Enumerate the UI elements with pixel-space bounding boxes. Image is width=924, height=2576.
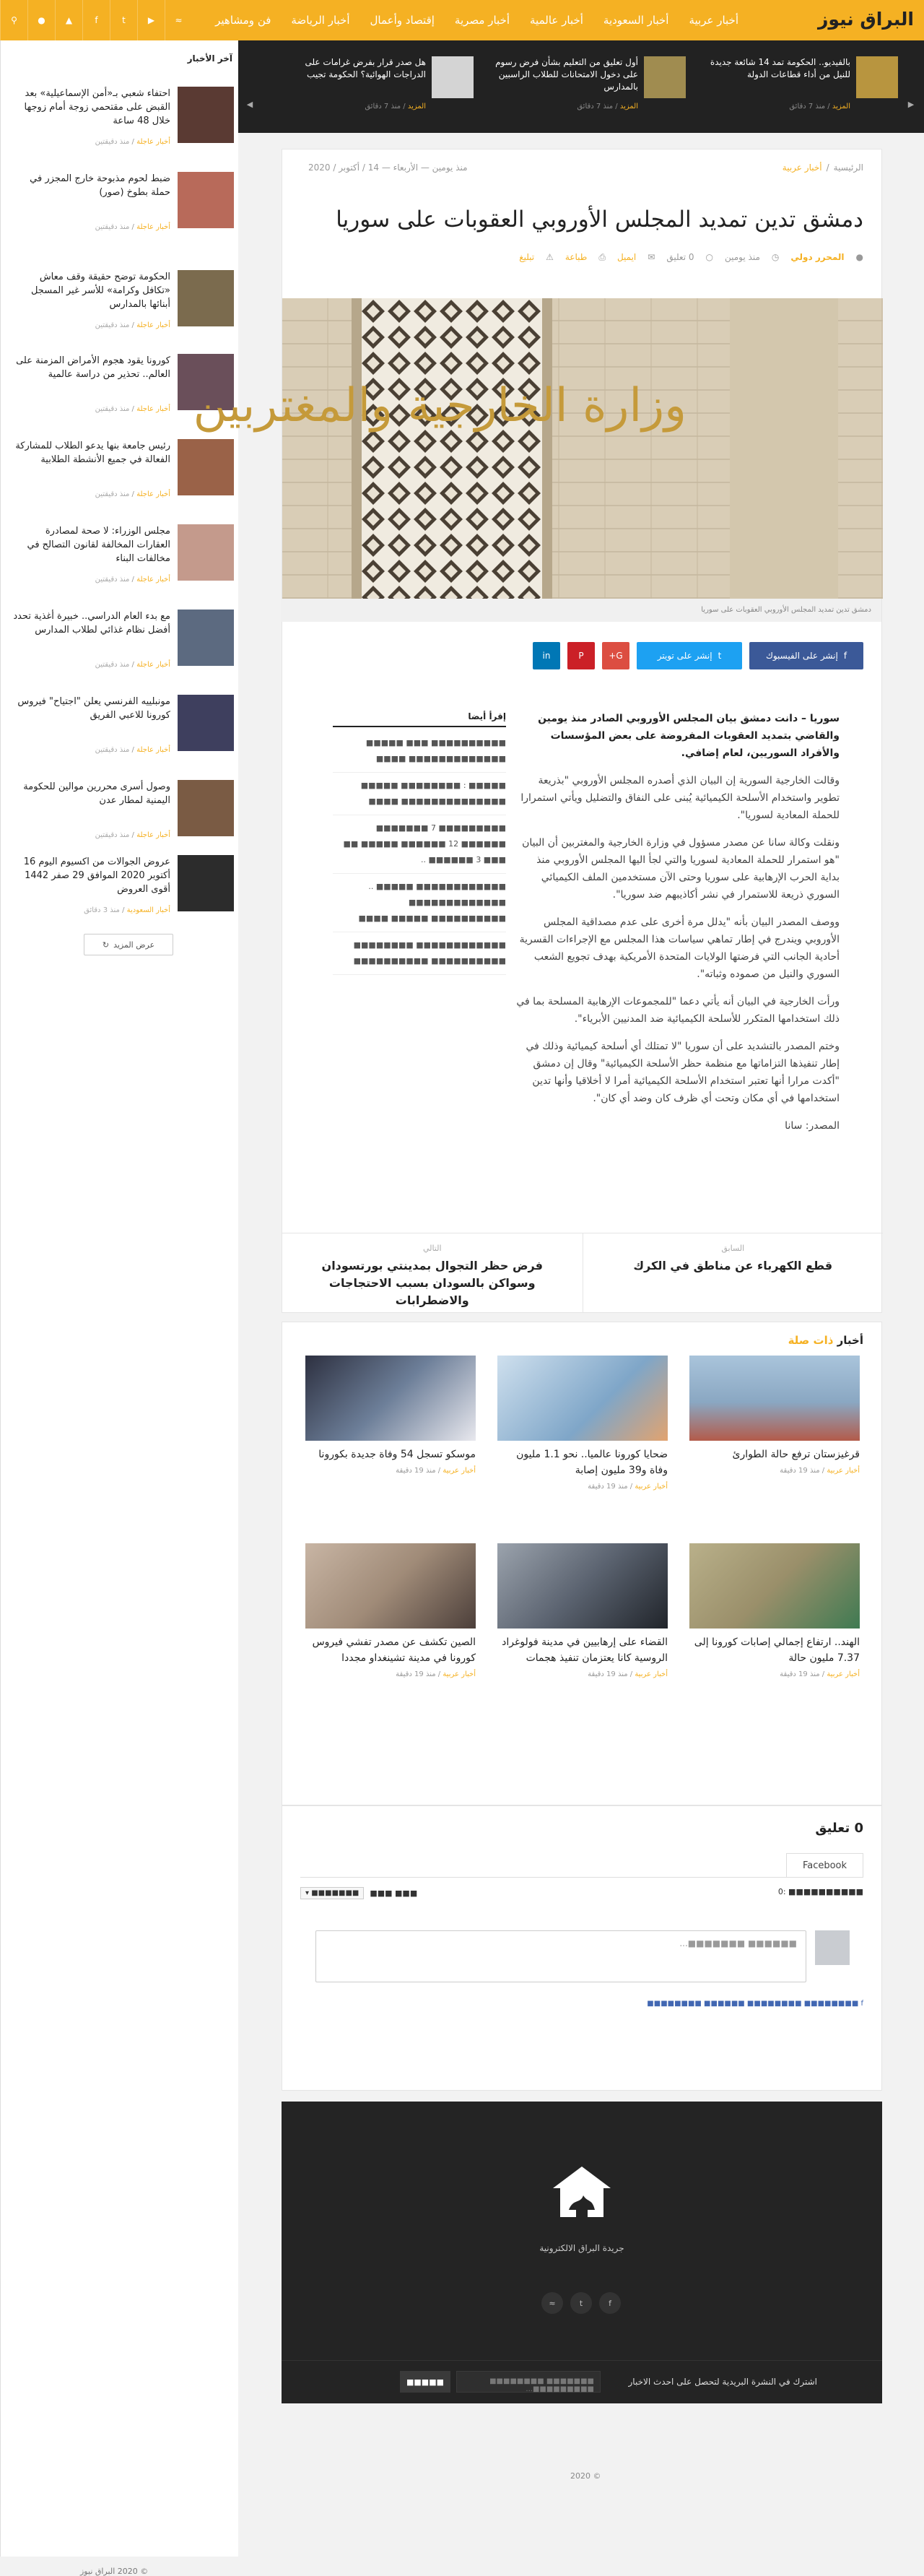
next-title[interactable]: فرض حظر التجوال بمدينتي بورتسودان وسواكن بالسودان بسبب الاحتجاجات والاضطرابات [321, 1259, 543, 1307]
article-card [193, 149, 882, 1313]
news-category[interactable]: أخبار عاجلة [136, 746, 170, 754]
news-category[interactable]: أخبار عاجلة [136, 831, 170, 839]
nav-item-sports[interactable]: أخبار الرياضة [291, 14, 350, 27]
related-card-meta: أخبار عربية / منذ 19 دقيقة [396, 1670, 476, 1678]
news-thumbnail[interactable] [178, 780, 234, 836]
also-read-item[interactable]: ■■■■■■■■■■ ■■■ ■■■■■ ■■■■■■■■■■■■■ ■■■■ [333, 730, 506, 773]
news-thumbnail[interactable] [644, 56, 686, 98]
sort-control [300, 1887, 417, 1899]
news-thumbnail[interactable] [178, 172, 234, 228]
news-thumbnail[interactable] [178, 610, 234, 666]
share-facebook-label: إنشر على الفيسبوك [765, 651, 838, 661]
news-time: منذ دقيقتين [95, 831, 130, 839]
related-card-time: منذ 19 دقيقة [588, 1483, 628, 1491]
news-time: منذ 7 دقائق [365, 103, 401, 110]
article-body [516, 710, 840, 1145]
news-title[interactable]: بالفيديو.. الحكومة تمد 14 شائعة جديدة للنيل من أداء قطاعات الدولة [710, 57, 850, 79]
nav-item-saudi-news[interactable]: أخبار السعودية [603, 14, 669, 27]
twitter-icon[interactable]: t [570, 2292, 592, 2314]
also-read-item[interactable]: ■■■■■■■■■■■■ ■■■■■ .. ■■■■■■■■■■■■■ ■■■■■■■■■■ ■■■■■ ■■■■ [333, 874, 506, 932]
article-paragraph: ووصف المصدر البيان بأنه "يدلل مرة أخرى على عدم مصداقية المجلس الأوروبي ويندرج في إطار تماهي سياسات هذا المجلس مع الإجراءات القسرية أحادية الجانب التي فرضتها الولايات المتحدة الأمريكية بهدف تجويع الشعب السوري والنيل من صموده وثباته". [519, 916, 840, 980]
news-category[interactable]: أخبار عاجلة [136, 321, 170, 329]
news-category[interactable]: المزيد [407, 103, 426, 110]
strip-item[interactable] [277, 56, 474, 114]
breaking-news-strip [238, 40, 924, 133]
sort-value: ■■■■■■■ [311, 1889, 359, 1897]
footer-site-name: جريدة البراق الالكترونية [539, 2243, 624, 2253]
news-category[interactable]: أخبار عاجلة [136, 661, 170, 669]
load-more-button[interactable] [84, 934, 173, 955]
ministry-building-image [193, 298, 883, 599]
related-card-title[interactable]: ضحايا كورونا عالميا.. نحو 1.1 مليون وفاة و39 مليون إصابة [516, 1449, 668, 1476]
news-thumbnail[interactable] [178, 439, 234, 495]
news-meta: أخبار عاجلة / منذ دقيقتين [95, 405, 170, 413]
related-card-title[interactable]: القضاء على إرهابيين في مدينة فولوغراد الروسية كانا يعتزمان تنفيذ هجمات [502, 1636, 668, 1664]
related-card-meta: أخبار عربية / منذ 19 دقيقة [780, 1467, 860, 1475]
sidebar-title: آخر الأخبار [187, 53, 232, 64]
related-card-category[interactable]: أخبار عربية [443, 1670, 476, 1678]
news-category[interactable]: أخبار عاجلة [136, 576, 170, 584]
related-card-meta: أخبار عربية / منذ 19 دقيقة [780, 1670, 860, 1678]
prev-next-nav [282, 1233, 883, 1312]
newsletter-subscribe-button[interactable]: ■■■■■ [400, 2371, 450, 2393]
plugin-label: ■■■■■■■■ ■■■■■■■■ ■■■■■■ ■■■■■■■■ [647, 2000, 859, 2008]
breadcrumb-home[interactable]: الرئيسية [833, 162, 863, 173]
print-link[interactable]: طباعة [565, 252, 588, 262]
also-read-item[interactable]: ■■■■■ : ■■■■■■■■ ■■■■■ ■■■■■■■■■■■■■■ ■■■■ [333, 773, 506, 815]
breadcrumb-separator: / [826, 162, 829, 173]
news-category[interactable]: أخبار السعودية [126, 906, 170, 914]
youtube-icon[interactable]: ▶ [137, 0, 165, 40]
news-meta: أخبار عاجلة / منذ دقيقتين [95, 490, 170, 498]
next-label: التالي [422, 1244, 442, 1253]
news-category[interactable]: المزيد [619, 103, 638, 110]
share-twitter-label: إنشر على تويتر [657, 651, 712, 661]
article-paragraph: ونقلت وكالة سانا عن مصدر مسؤول في وزارة الخارجية والمغتربين أن البيان "هو استمرار للحملة المعادية لسوريا والتي لجأ اليها المجلس الأوروبي منذ بداية الحرب الإرهابية على سوريا وحتى الآن مستخدمين الملف الكيميائي السوري ذريعة للاستمرار في نشر أكاذيبهم ضد سوريا". [522, 837, 840, 901]
news-meta: أخبار السعودية / منذ 3 دقائق [84, 906, 170, 914]
twitter-icon: t [718, 651, 722, 661]
news-meta: أخبار عاجلة / منذ دقيقتين [95, 746, 170, 754]
news-meta: أخبار عاجلة / منذ دقيقتين [95, 223, 170, 231]
news-title[interactable]: أول تعليق من التعليم بشأن فرض رسوم على دخول الامتحانات للطلاب الراسبين بالمدارس [495, 57, 638, 92]
related-card-title[interactable]: الهند.. ارتفاع إجمالي إصابات كورونا إلى 7.37 مليون حالة [694, 1636, 860, 1664]
related-card[interactable] [689, 1543, 860, 1709]
sort-label: ■■■ ■■■ [370, 1888, 418, 1898]
news-time: منذ دقيقتين [95, 576, 130, 584]
share-twitter-button[interactable] [637, 642, 742, 669]
related-card[interactable] [305, 1356, 476, 1522]
related-image[interactable] [689, 1543, 860, 1629]
nav-item-celebrities[interactable]: فن ومشاهير [215, 14, 271, 27]
article-source: المصدر: سانا [785, 1120, 840, 1132]
nav-item-world-news[interactable]: أخبار عالمية [530, 14, 583, 27]
news-title[interactable]: وصول أسرى محررين موالين للحكومة اليمنية لمطار عدن [23, 781, 170, 806]
news-time: منذ دقيقتين [95, 405, 130, 413]
newsletter-text: اشترك في النشرة البريدية لتحصل على احدث الاخبار [628, 2377, 817, 2387]
refresh-icon: ↻ [102, 940, 110, 950]
previous-title[interactable]: قطع الكهرباء عن مناطق في الكرك [633, 1259, 833, 1272]
list-item[interactable] [4, 610, 234, 679]
chevron-down-icon: ▾ [305, 1889, 310, 1897]
facebook-icon: f [860, 2000, 863, 2008]
related-image[interactable] [305, 1356, 476, 1441]
news-title[interactable]: رئيس جامعة بنها يدعو الطلاب للمشاركة الفعالة في جميع الأنشطة الطلابية [15, 441, 170, 465]
article-date: منذ يومين — الأربعاء — 14 / أكتوبر / 2020 [308, 162, 468, 173]
comment-input[interactable]: ■■■■■■ ■■■■■■■... [315, 1930, 806, 1982]
copyright: © 2020 [570, 2471, 601, 2481]
print-icon: ⎙ [598, 252, 606, 262]
news-title[interactable]: مجلس الوزراء: لا صحة لمصادرة العقارات المخالفة لقانون التصالح في مخالفات البناء [27, 526, 170, 564]
share-pinterest-button[interactable] [567, 642, 595, 669]
facebook-plugin-link[interactable] [647, 2000, 863, 2008]
news-category[interactable]: أخبار عاجلة [136, 223, 170, 231]
news-thumbnail[interactable] [178, 270, 234, 326]
list-item[interactable] [4, 87, 234, 156]
warning-icon: ⚠ [546, 252, 554, 262]
image-caption: دمشق تدين تمديد المجلس الأوروبي العقوبات على سوريا [281, 599, 881, 622]
related-card-title[interactable]: قرغيزستان ترفع حالة الطوارئ [732, 1449, 860, 1460]
related-image[interactable] [497, 1543, 668, 1629]
top-navigation-bar [0, 0, 924, 40]
share-googleplus-button[interactable] [602, 642, 629, 669]
related-card-meta: أخبار عربية / منذ 19 دقيقة [588, 1483, 668, 1491]
previous-article-link[interactable] [583, 1233, 884, 1312]
share-buttons [533, 642, 863, 669]
news-category[interactable]: أخبار عاجلة [136, 138, 170, 146]
related-card-category[interactable]: أخبار عربية [827, 1467, 860, 1475]
article-paragraph: وختم المصدر بالتشديد على أن سوريا "لا تمتلك أي أسلحة كيميائية وذلك في إطار تنفيذها التزاماتها مع منظمة حظر الأسلحة الكيميائية" وقال إن دمشق "أكدت مرارا أنها تعتبر استخدام الأسلحة الكيميائية أمرا لا أخلاقيا وأنها تدين استخدامها في أي مكان وتحت أي ظرف كان وضد أي كان". [526, 1041, 840, 1104]
news-time: منذ 7 دقائق [577, 103, 614, 110]
related-card[interactable] [497, 1356, 668, 1522]
related-image[interactable] [497, 1356, 668, 1441]
list-item[interactable] [4, 855, 234, 924]
comments-total: ■■■■■■■■■■ :0 [777, 1887, 863, 1896]
comment-icon: ○ [705, 252, 713, 262]
author-icon: ● [855, 252, 863, 262]
sort-select[interactable] [300, 1887, 364, 1899]
comments-toolbar [300, 1887, 863, 1909]
also-read-item[interactable]: ■■■■■■■■■■■■ ■■■■■■■■ ■■■■■■■■■■ ■■■■■■■■■■ [333, 932, 506, 975]
related-card-category[interactable]: أخبار عربية [827, 1670, 860, 1678]
google-plus-icon: G+ [609, 651, 623, 661]
news-thumbnail[interactable] [178, 87, 234, 143]
news-title[interactable]: عروض الجوالات من اكسيوم اليوم 16 أكتوبر 2020 الموافق 29 صفر 1442 أقوى العروض [23, 857, 170, 895]
news-category[interactable]: أخبار عاجلة [136, 490, 170, 498]
clock-icon: ◷ [771, 252, 780, 262]
related-news [282, 1322, 882, 1805]
news-time: منذ دقيقتين [95, 223, 130, 231]
news-meta: المزيد / منذ 7 دقائق [789, 103, 850, 110]
news-time: منذ 3 دقائق [84, 906, 120, 914]
facebook-icon[interactable]: f [599, 2292, 621, 2314]
related-title [788, 1334, 863, 1347]
site-footer [282, 2102, 882, 2403]
news-thumbnail[interactable] [432, 56, 474, 98]
strip-item[interactable] [702, 56, 898, 114]
related-image[interactable] [689, 1356, 860, 1441]
newsletter-email-input[interactable]: ■■■■■■■ ■■■■■■■■ ■■■■■■■■■... [456, 2371, 601, 2393]
search-icon[interactable]: ⚲ [0, 0, 27, 40]
facebook-icon: f [843, 651, 847, 661]
related-card-title[interactable]: موسكو تسجل 54 وفاة جديدة بكورونا [318, 1449, 476, 1460]
news-title[interactable]: مونبلييه الفرنسي يعلن "اجتياح" فيروس كورونا للاعبي الفريق [17, 696, 170, 721]
related-card-time: منذ 19 دقيقة [396, 1670, 436, 1678]
strip-prev-icon[interactable]: ◀ [246, 100, 253, 109]
news-thumbnail[interactable] [856, 56, 898, 98]
news-category[interactable]: أخبار عاجلة [136, 405, 170, 413]
avatar [815, 1930, 850, 1965]
article-meta [519, 252, 863, 263]
news-title[interactable]: احتفاء شعبي بـ«أمن الإسماعيلية» بعد القبض على مقتحمي زوجة أمام زوجها خلال 48 ساعة [24, 88, 170, 126]
news-time: منذ 7 دقائق [789, 103, 826, 110]
related-card-category[interactable]: أخبار عربية [635, 1483, 668, 1491]
news-title[interactable]: مع بدء العام الدراسي.. خبيرة أغذية تحدد أفضل نظام غذائي لطلاب المدارس [13, 611, 170, 636]
nav-item-egypt-news[interactable]: أخبار مصرية [454, 14, 510, 27]
news-time: منذ دقيقتين [95, 490, 130, 498]
user-icon[interactable]: ● [27, 0, 55, 40]
related-image[interactable] [305, 1543, 476, 1629]
breadcrumb [783, 162, 863, 173]
breadcrumb-category[interactable]: أخبار عربية [782, 162, 822, 173]
related-card[interactable] [497, 1543, 668, 1709]
related-card-category[interactable]: أخبار عربية [635, 1670, 668, 1678]
related-card-category[interactable]: أخبار عربية [443, 1467, 476, 1475]
previous-label: السابق [721, 1244, 745, 1253]
linkedin-icon: in [542, 651, 551, 661]
footer-social [541, 2292, 621, 2314]
post-time: منذ يومين [725, 252, 760, 262]
svg-text:وزارة الخارجية والمغتربين: وزارة الخارجية والمغتربين [193, 379, 687, 433]
news-time: منذ دقيقتين [95, 746, 130, 754]
report-link[interactable]: تبليغ [519, 252, 535, 262]
next-article-link[interactable] [282, 1233, 583, 1312]
rss-icon[interactable]: ≈ [165, 0, 192, 40]
list-item[interactable] [4, 172, 234, 241]
news-meta: أخبار عاجلة / منذ دقيقتين [95, 661, 170, 669]
bell-icon[interactable]: ▲ [55, 0, 82, 40]
news-title[interactable]: ضبط لحوم مذبوحة خارج المجزر في حملة بطوخ (صور) [30, 173, 170, 198]
related-card[interactable] [689, 1356, 860, 1522]
news-thumbnail[interactable] [178, 524, 234, 581]
email-icon: ✉ [648, 252, 655, 262]
related-card[interactable] [305, 1543, 476, 1709]
article-paragraph: ورأت الخارجية في البيان أنه يأتي دعما "للمجموعات الإرهابية المسلحة بما في ذلك استخدامها المتكرر للأسلحة الكيميائية ضد المدنيين الأبرياء". [516, 996, 840, 1025]
top-icons [0, 0, 192, 40]
related-title-prefix: أخبار [837, 1334, 863, 1347]
related-card-time: منذ 19 دقيقة [588, 1670, 628, 1678]
related-card-time: منذ 19 دقيقة [780, 1670, 820, 1678]
news-category[interactable]: المزيد [832, 103, 850, 110]
list-item[interactable] [4, 695, 234, 764]
news-time: منذ دقيقتين [95, 321, 130, 329]
news-title[interactable]: الحكومة توضح حقيقة وقف معاش «تكافل وكرامة» للأسر غير المسجل أبنائها بالمدارس [30, 272, 170, 310]
news-title[interactable]: كورونا يقود هجوم الأمراض المزمنة على العالم.. تحذير من دراسة عالمية [16, 355, 170, 380]
related-card-time: منذ 19 دقيقة [396, 1467, 436, 1475]
more-label: عرض المزيد [113, 940, 155, 950]
list-item[interactable] [4, 524, 234, 594]
comments-section [282, 1805, 882, 2091]
related-card-meta: أخبار عربية / منذ 19 دقيقة [396, 1467, 476, 1475]
email-link[interactable]: ايميل [616, 252, 637, 262]
news-meta: أخبار عاجلة / منذ دقيقتين [95, 576, 170, 584]
article-lead: سوريا – دانت دمشق بيان المجلس الأوروبي الصادر منذ يومين والقاضي بتمديد العقوبات المفروضة على بعض المؤسسات والأفراد السوريين، لعام إضافي. [538, 713, 840, 759]
news-time: منذ دقيقتين [95, 661, 130, 669]
related-title-accent: ذات صلة [788, 1334, 834, 1347]
strip-item[interactable] [489, 56, 686, 114]
pinterest-icon: P [578, 651, 584, 661]
related-card-title[interactable]: الصين تكشف عن مصدر تفشي فيروس كورونا في مدينة تشينغداو مجددا [312, 1636, 476, 1664]
comments-count: 0 تعليق [815, 1821, 863, 1836]
news-time: منذ دقيقتين [95, 138, 130, 146]
also-read-box [333, 711, 506, 975]
news-thumbnail[interactable] [178, 855, 234, 911]
also-read-item[interactable]: ■■■■■■■■■ 7 ■■■■■■■ ■■■■■■ 12 ■■■■■■ ■■■■■ ■■ ■■■ 3 ■■■■■■ .. [333, 815, 506, 874]
nav-item-economy[interactable]: إقتصاد وأعمال [370, 14, 435, 27]
news-title[interactable]: هل صدر قرار بفرض غرامات على الدراجات الهوائية؟ الحكومة تجيب [305, 57, 426, 79]
page-title: دمشق تدين تمديد المجلس الأوروبي العقوبات على سوريا [336, 207, 863, 233]
also-read-title: إقرأ أيضا [333, 711, 506, 727]
footer-logo-icon [547, 2159, 616, 2229]
related-card-meta: أخبار عربية / منذ 19 دقيقة [588, 1670, 668, 1678]
newsletter-bar [282, 2360, 882, 2403]
divider [300, 1877, 863, 1878]
nav-item-arab-news[interactable]: أخبار عربية [689, 14, 738, 27]
news-meta: أخبار عاجلة / منذ دقيقتين [95, 831, 170, 839]
news-meta: أخبار عاجلة / منذ دقيقتين [95, 138, 170, 146]
hero-image [193, 298, 883, 599]
facebook-icon[interactable]: f [82, 0, 110, 40]
list-item[interactable] [4, 270, 234, 339]
rss-icon[interactable]: ≈ [541, 2292, 563, 2314]
strip-next-icon[interactable]: ▶ [907, 100, 915, 109]
share-facebook-button[interactable] [749, 642, 863, 669]
news-meta: المزيد / منذ 7 دقائق [577, 103, 638, 110]
news-meta: المزيد / منذ 7 دقائق [365, 103, 426, 110]
article-paragraph: وقالت الخارجية السورية إن البيان الذي أصدره المجلس الأوروبي "بذريعة تطوير واستخدام الأسلحة الكيميائية يُبنى على النفاق والتضليل ويأتي استمرارا للحملة المعادية لسوريا". [520, 775, 840, 821]
list-item[interactable] [4, 439, 234, 508]
related-card-time: منذ 19 دقيقة [780, 1467, 820, 1475]
share-linkedin-button[interactable] [533, 642, 560, 669]
twitter-icon[interactable]: t [110, 0, 137, 40]
tab-facebook[interactable]: Facebook [786, 1853, 863, 1878]
site-logo[interactable]: البراق نيوز [818, 9, 914, 30]
list-item[interactable] [4, 780, 234, 849]
news-thumbnail[interactable] [178, 695, 234, 751]
sidebar-copyright: © 2020 البراق نيوز [80, 2567, 149, 2576]
comments-link[interactable]: 0 تعليق [666, 252, 694, 262]
main-nav [206, 0, 747, 40]
news-meta: أخبار عاجلة / منذ دقيقتين [95, 321, 170, 329]
author-link[interactable]: المحرر دولي [790, 252, 845, 262]
